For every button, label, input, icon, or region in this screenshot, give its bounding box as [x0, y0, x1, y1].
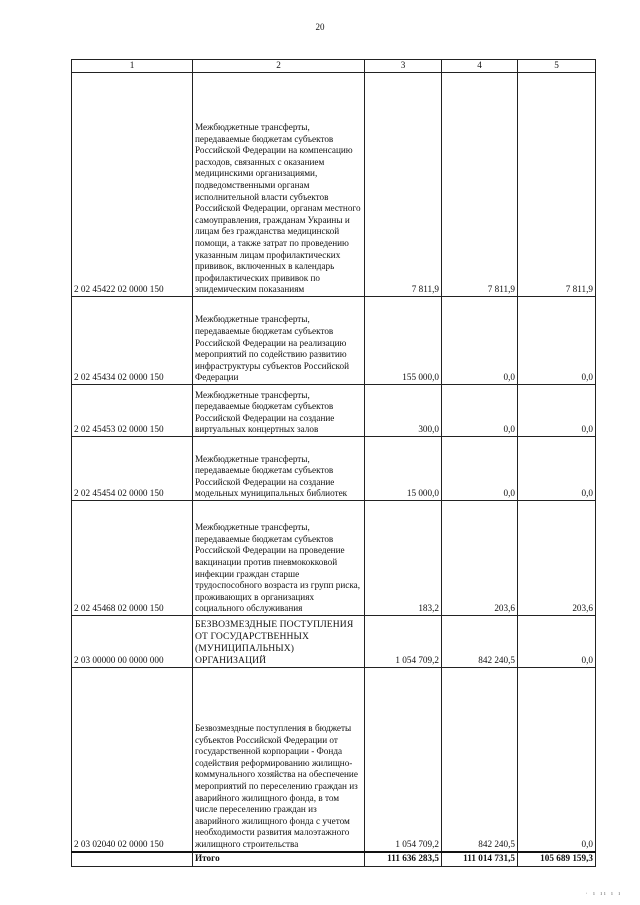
column-header-4: 4: [442, 60, 518, 73]
row-value-5: 7 811,9: [518, 73, 596, 297]
table-row: [72, 501, 596, 616]
row-value-3: 183,2: [365, 501, 442, 616]
row-value-3: 1 054 709,2: [365, 668, 442, 852]
column-header-1: 1: [72, 60, 193, 73]
row-value-5: 0,0: [518, 385, 596, 437]
total-label: Итого: [193, 852, 365, 867]
row-value-5: 0,0: [518, 437, 596, 501]
total-row: [72, 852, 596, 867]
total-value-5: 105 689 159,3: [518, 852, 596, 867]
row-code: 2 03 02040 02 0000 150: [72, 668, 193, 852]
row-value-3: 7 811,9: [365, 73, 442, 297]
row-name: Межбюджетные трансферты, передаваемые бюджетам субъектов Российской Федерации на проведение вакцинации против пневмококковой инфекции граждан старше трудоспособного возраста из групп риска, проживающих в организациях социального обслуживания: [193, 501, 365, 616]
row-value-3: 15 000,0: [365, 437, 442, 501]
row-value-4: 7 811,9: [442, 73, 518, 297]
table-row: [72, 616, 596, 668]
row-code: 2 02 45453 02 0000 150: [72, 385, 193, 437]
budget-table: [71, 59, 596, 867]
row-value-4: 0,0: [442, 385, 518, 437]
row-value-5: 0,0: [518, 668, 596, 852]
row-value-3: 300,0: [365, 385, 442, 437]
row-name: Безвозмездные поступления в бюджеты субъектов Российской Федерации от государственной корпорации - Фонда содействия реформированию жилищно-коммунального хозяйства на обеспечение мероприятий по переселению граждан из аварийного жилищного фонда, в том числе переселению граждан из аварийного жилищного фонда с учетом необходимости развития малоэтажного жилищного строительства: [193, 668, 365, 852]
table-row: [72, 73, 596, 297]
row-name: Межбюджетные трансферты, передаваемые бюджетам субъектов Российской Федерации на реализацию мероприятий по содействию развитию инфраструктуры субъектов Российской Федерации: [193, 297, 365, 385]
total-value-4: 111 014 731,5: [442, 852, 518, 867]
row-value-3: 1 054 709,2: [365, 616, 442, 668]
column-header-5: 5: [518, 60, 596, 73]
column-header-3: 3: [365, 60, 442, 73]
footer-marks: · ı ıı ı ı: [585, 891, 622, 897]
row-code: 2 03 00000 00 0000 000: [72, 616, 193, 668]
row-value-4: 842 240,5: [442, 616, 518, 668]
row-code: 2 02 45422 02 0000 150: [72, 73, 193, 297]
row-code: 2 02 45468 02 0000 150: [72, 501, 193, 616]
row-name: Межбюджетные трансферты, передаваемые бюджетам субъектов Российской Федерации на создание модельных муниципальных библиотек: [193, 437, 365, 501]
row-value-5: 203,6: [518, 501, 596, 616]
row-code: 2 02 45434 02 0000 150: [72, 297, 193, 385]
row-name: БЕЗВОЗМЕЗДНЫЕ ПОСТУПЛЕНИЯ ОТ ГОСУДАРСТВЕННЫХ (МУНИЦИПАЛЬНЫХ) ОРГАНИЗАЦИЙ: [193, 616, 365, 668]
row-value-5: 0,0: [518, 297, 596, 385]
table-row: [72, 385, 596, 437]
table-row: [72, 668, 596, 852]
header-row: [72, 60, 596, 73]
row-value-4: 203,6: [442, 501, 518, 616]
table-row: [72, 437, 596, 501]
row-value-4: 0,0: [442, 437, 518, 501]
row-value-4: 0,0: [442, 297, 518, 385]
table-row: [72, 297, 596, 385]
row-name: Межбюджетные трансферты, передаваемые бюджетам субъектов Российской Федерации на компенсацию расходов, связанных с оказанием медицинскими организациями, подведомственными органам исполнительной власти субъектов Российской Федерации, органам местного самоуправления, гражданам Украины и лицам без гражданства медицинской помощи, а также затрат по проведению указанным лицам профилактических прививок, включенных в календарь профилактических прививок по эпидемическим показаниям: [193, 73, 365, 297]
total-code-cell: [72, 852, 193, 867]
row-value-3: 155 000,0: [365, 297, 442, 385]
row-value-5: 0,0: [518, 616, 596, 668]
column-header-2: 2: [193, 60, 365, 73]
row-code: 2 02 45454 02 0000 150: [72, 437, 193, 501]
page-number: 20: [315, 22, 325, 32]
total-value-3: 111 636 283,5: [365, 852, 442, 867]
row-name: Межбюджетные трансферты, передаваемые бюджетам субъектов Российской Федерации на создание виртуальных концертных залов: [193, 385, 365, 437]
row-value-4: 842 240,5: [442, 668, 518, 852]
